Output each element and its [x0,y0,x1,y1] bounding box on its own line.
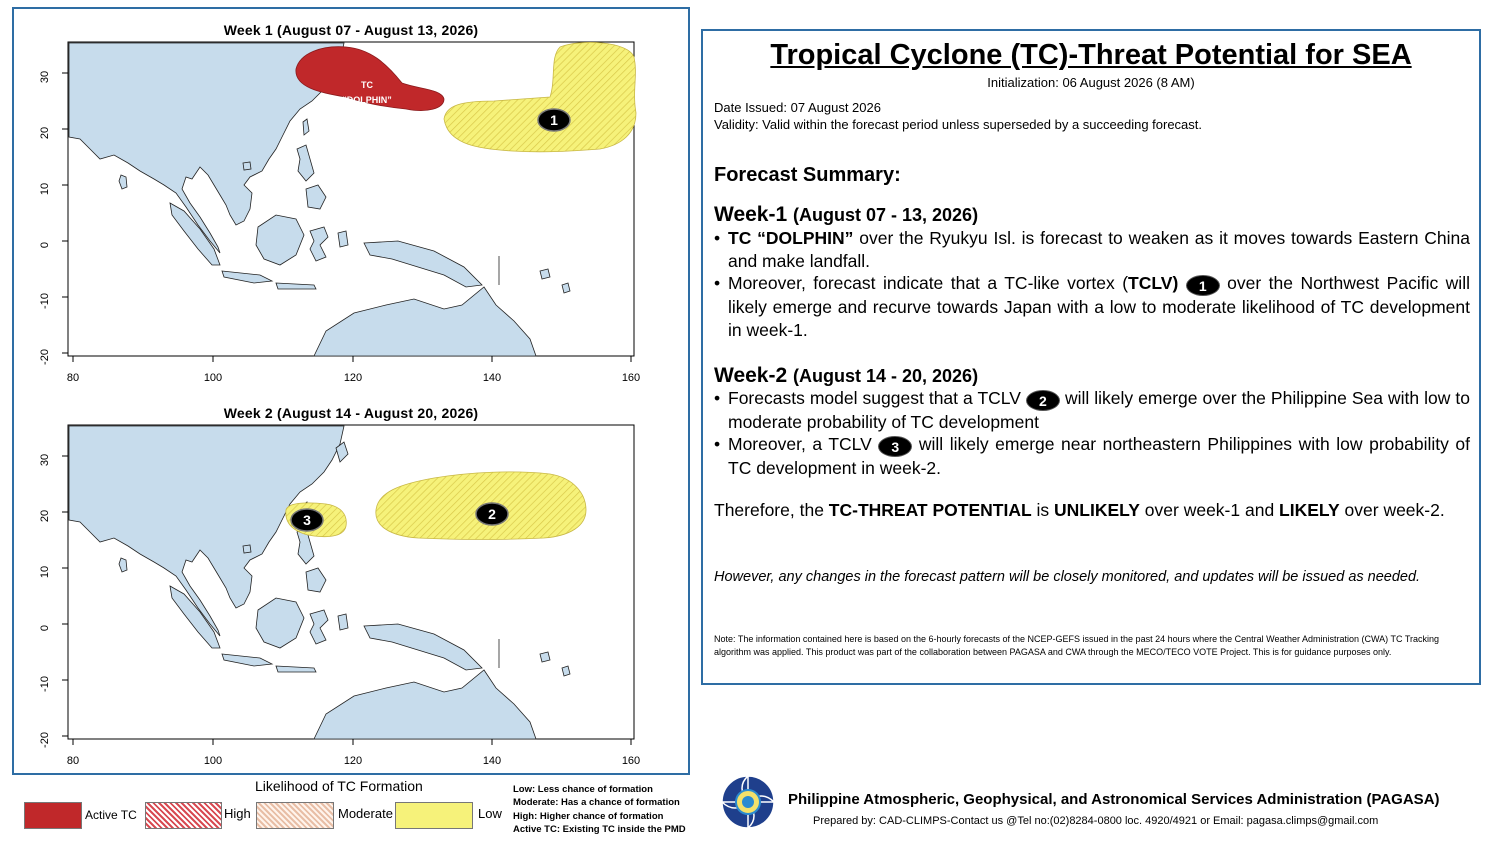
conclusion-end: over week-2. [1339,500,1445,520]
week2-bullet-1-post: will likely emerge over the Philippine Sea with low to moderate probability of TC development [728,388,1470,432]
week1-bullet-1 [714,227,1470,273]
week1-bullet-2-post: over the Northwest Pacific will likely emerge and recurve towards Japan with a low to moderate likelihood of TC development in week-1. [728,273,1470,340]
legend-swatch-high [145,802,222,829]
week1-bullet-2 [714,272,1470,342]
legend-label-high: High [224,806,251,821]
week1-dates: (August 07 - 13, 2026) [793,205,979,225]
note: Note: The information contained here is based on the 6-hourly forecasts of the NCEP-GEFS issued in the past 24 hours where the Central Weather Administration (CWA) TC Tracking algorithm was applied. This product was part of the collaboration between PAGASA and CWA through the MECO/TECO VOTE Project. This is for guidance purposes only. [714,634,1440,657]
svg-text:120: 120 [343,755,363,767]
svg-text:30: 30 [39,70,51,84]
legend-def-high: High: Higher chance of formation [513,810,664,822]
week1-map [14,9,688,389]
legend-label-moderate: Moderate [338,806,393,821]
svg-text:140: 140 [482,372,502,384]
forecast-text-panel [701,29,1481,685]
legend-swatch-moderate [256,802,334,829]
active-tc-label-line1: TC [361,80,373,90]
initialization-line: Initialization: 06 August 2026 (8 AM) [987,75,1195,90]
svg-text:0: 0 [39,241,51,249]
disclaimer: However, any changes in the forecast pattern will be closely monitored, and updates will be issued as needed. [714,569,1421,585]
lon-axis-labels [67,372,640,384]
week2-map-svg [14,392,688,772]
forecast-summary-heading: Forecast Summary: [714,164,901,186]
svg-text:100: 100 [203,755,223,767]
week2-heading [714,364,978,388]
svg-text:0: 0 [39,624,51,632]
svg-text:120: 120 [343,372,363,384]
conclusion-is: is [1031,500,1055,520]
svg-text:80: 80 [66,372,80,384]
svg-text:80: 80 [66,755,80,767]
legend-label-low: Low [478,806,502,821]
week1-label: Week-1 [714,203,788,226]
week2-map [14,392,688,772]
svg-text:140: 140 [482,755,502,767]
lat-axis-labels [39,71,51,365]
forecast-maps-panel [12,7,690,775]
validity: Validity: Valid within the forecast period unless superseded by a succeeding forecast. [714,117,1203,132]
page-title: Tropical Cyclone (TC)-Threat Potential for SEA [770,39,1412,71]
legend-definitions [513,783,686,836]
tc-name: TC “DOLPHIN” [728,228,854,248]
organization-name: Philippine Atmospheric, Geophysical, and Astronomical Services Administration (PAGASA) [788,791,1440,808]
date-issued: Date Issued: 07 August 2026 [714,100,881,115]
lon-axis-labels [67,755,640,767]
conclusion-pre: Therefore, the [714,500,829,520]
week2-dates: (August 14 - 20, 2026) [793,366,979,386]
legend-def-moderate: Moderate: Has a chance of formation [513,797,680,809]
svg-text:-10: -10 [39,676,51,692]
svg-text:10: 10 [39,182,51,196]
week1-map-title: Week 1 (August 07 - August 13, 2026) [223,22,479,38]
legend-swatch-active-tc [24,802,82,829]
conclusion-unlikely: UNLIKELY [1054,500,1140,520]
svg-text:20: 20 [39,126,51,140]
legend-swatch-low [395,802,473,829]
legend-label-active-tc: Active TC [85,808,137,822]
svg-text:-20: -20 [39,349,51,365]
conclusion [714,499,1470,522]
week1-bullet-2-pre: Moreover, forecast indicate that a TC-like vortex ( [728,273,1129,293]
week1-bullet-1-text: over the Ryukyu Isl. is forecast to weaken as it moves towards Eastern China and make landfall. [728,228,1470,271]
svg-text:-10: -10 [39,293,51,309]
active-tc-label-line2: “DOLPHIN” [342,95,392,105]
tclv-badge-3: 3 [878,436,912,457]
legend-def-low: Low: Less chance of formation [513,784,653,795]
contact-info: Prepared by: CAD-CLIMPS-Contact us @Tel no:(02)8284-0800 loc. 4920/4921 or Email: pagasa.climps@gmail.com [813,815,1379,827]
week2-bullet-1-pre: Forecasts model suggest that a TCLV [728,388,1021,408]
svg-text:30: 30 [39,453,51,467]
conclusion-mid: over week-1 and [1139,500,1280,520]
conclusion-threat: TC-THREAT POTENTIAL [828,500,1032,520]
marker-3-label: 3 [303,512,311,528]
svg-text:160: 160 [621,372,641,384]
svg-text:160: 160 [621,755,641,767]
svg-text:10: 10 [39,565,51,579]
week2-label: Week-2 [714,364,788,387]
legend-def-active: Active TC: Existing TC inside the PMD [513,823,686,835]
legend-title: Likelihood of TC Formation [255,778,423,794]
week2-bullet-2-pre: Moreover, a TCLV [728,434,879,454]
week1-heading [714,203,978,227]
marker-1-label: 1 [550,112,558,128]
tclv-badge-2: 2 [1026,390,1060,411]
svg-text:-20: -20 [39,732,51,748]
svg-text:20: 20 [39,509,51,523]
tclv-abbrev: TCLV) [1128,273,1179,293]
week2-map-title: Week 2 (August 14 - August 20, 2026) [223,405,479,421]
conclusion-likely: LIKELY [1279,500,1340,520]
lat-axis-labels [39,454,51,748]
week1-map-svg [14,9,688,389]
week2-bullet-2-post: will likely emerge near northeastern Philippines with low probability of TC development in week-2. [728,434,1470,478]
tclv-badge-1: 1 [1186,275,1220,296]
week2-bullet-1 [714,387,1470,434]
svg-text:100: 100 [203,372,223,384]
pagasa-logo [720,773,776,831]
week2-bullet-2 [714,433,1470,480]
marker-2-label: 2 [488,506,496,522]
